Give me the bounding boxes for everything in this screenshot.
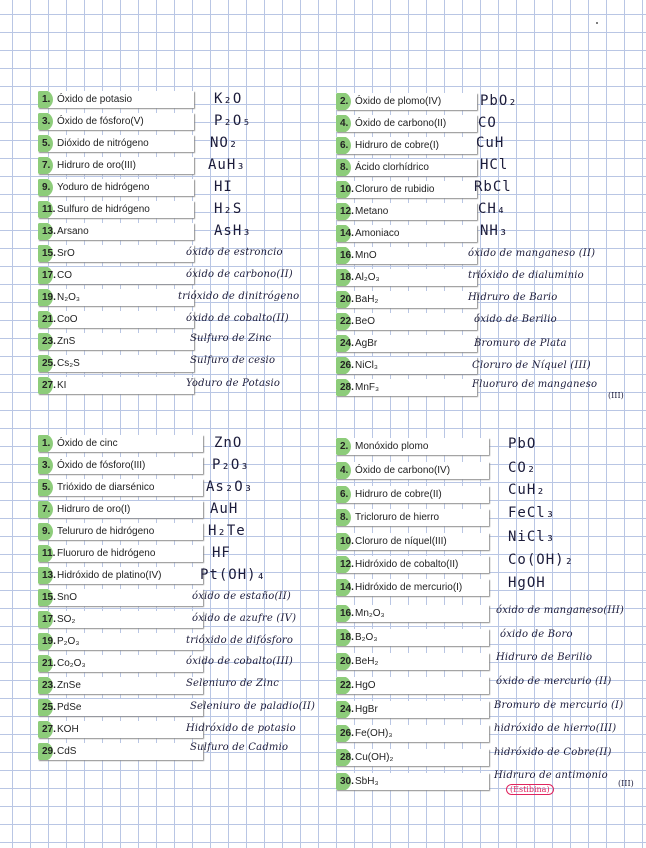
exercise-label: 14. Hidróxido de mercurio(I) [336, 579, 489, 596]
list-item [38, 89, 194, 109]
handwritten-answer: HCl [480, 157, 509, 173]
exercise-label: 21. CoO [38, 311, 194, 328]
handwritten-answer: óxido de mercurio (II) [496, 676, 612, 687]
handwritten-answer: NH₃ [480, 223, 509, 239]
handwritten-answer: H₂Te [208, 523, 246, 539]
handwritten-answer: Seleniuro de paladio(II) [190, 701, 316, 712]
handwritten-answer: P₂O₃ [212, 457, 250, 473]
list-item [38, 741, 203, 761]
list-item [38, 155, 194, 175]
handwritten-answer: Cloruro de Níquel (III) [472, 360, 591, 371]
handwritten-answer: ZnO [214, 435, 243, 451]
list-item [336, 507, 489, 527]
exercise-label: 17. SO₂ [38, 611, 203, 628]
exercise-label: 20. BaH₂ [336, 291, 477, 308]
exercise-label: 1. Óxido de potasio [38, 91, 194, 108]
handwritten-answer: NO₂ [210, 135, 239, 151]
list-item [336, 531, 489, 551]
handwritten-answer: óxido de cobalto(II) [186, 313, 289, 324]
list-item [336, 245, 477, 265]
handwritten-answer: Co(OH)₂ [508, 552, 575, 568]
handwritten-answer: Hidróxido de potasio [186, 723, 296, 734]
exercise-label: 19. N₂O₃ [38, 289, 194, 306]
exercise-label: 28. MnF₃ [336, 379, 477, 396]
list-item [336, 577, 489, 597]
list-item [38, 455, 203, 475]
exercise-label: 9. Yoduro de hidrógeno [38, 179, 194, 196]
list-item [336, 355, 477, 375]
handwritten-answer: K₂O [214, 91, 243, 107]
exercise-label: 18. B₂O₃ [336, 629, 489, 646]
list-item [38, 287, 194, 307]
exercise-label: 28. Cu(OH)₂ [336, 749, 489, 766]
handwritten-answer: Pt(OH)₄ [200, 567, 267, 583]
exercise-label: 16. MnO [336, 247, 477, 264]
handwritten-answer: óxido de estaño(II) [192, 591, 291, 602]
exercise-label: 11. Fluoruro de hidrógeno [38, 545, 203, 562]
exercise-label: 26. Fe(OH)₃ [336, 725, 489, 742]
exercise-label: 5. Trióxido de diarsénico [38, 479, 203, 496]
list-item [38, 697, 203, 717]
exercise-label: 5. Dióxido de nitrógeno [38, 135, 194, 152]
exercise-label: 10. Cloruro de níquel(III) [336, 533, 489, 550]
list-item [38, 433, 203, 453]
handwritten-answer: Fluoruro de manganeso [472, 379, 598, 390]
list-item [38, 221, 194, 241]
list-item [336, 157, 477, 177]
handwritten-answer: CuH₂ [508, 482, 546, 498]
exercise-label: 16. Mn₂O₃ [336, 605, 489, 622]
list-item [38, 111, 194, 131]
exercise-label: 6. Hidruro de cobre(I) [336, 137, 477, 154]
handwritten-answer: PbO₂ [480, 93, 518, 109]
list-item [336, 377, 477, 397]
handwritten-answer: Sulfuro de cesio [190, 355, 276, 366]
handwritten-red-note: (Estibina) [506, 784, 554, 795]
list-item [38, 309, 194, 329]
handwritten-answer: H₂S [214, 201, 243, 217]
list-item [38, 587, 203, 607]
handwritten-answer: hidróxido de hierro(III) [494, 723, 617, 734]
exercise-label: 24. AgBr [336, 335, 477, 352]
list-item [38, 609, 203, 629]
handwritten-answer: FeCl₃ [508, 505, 556, 521]
handwritten-answer: RbCl [474, 179, 512, 195]
list-item [336, 603, 489, 623]
list-item [38, 265, 194, 285]
list-item [336, 436, 489, 456]
handwritten-answer: Hidruro de Berilio [496, 652, 593, 663]
handwritten-answer: Hidruro de antimonio [494, 770, 608, 781]
handwritten-answer: trióxido de dinitrógeno [178, 291, 300, 302]
handwritten-answer: HI [214, 179, 233, 195]
list-item [336, 333, 477, 353]
handwritten-answer: Bromuro de Plata [474, 338, 567, 349]
list-item [336, 289, 477, 309]
handwritten-answer: P₂O₅ [214, 113, 252, 129]
list-item [336, 201, 477, 221]
list-item [336, 771, 489, 791]
exercise-label: 14. Amoniaco [336, 225, 477, 242]
exercise-label: 20. BeH₂ [336, 653, 489, 670]
exercise-label: 19. P₂O₃ [38, 633, 203, 650]
exercise-label: 9. Telururo de hidrógeno [38, 523, 203, 540]
exercise-label: 10. Cloruro de rubidio [336, 181, 477, 198]
exercise-label: 2. Óxido de plomo(IV) [336, 93, 477, 110]
exercise-label: 24. HgBr [336, 701, 489, 718]
exercise-label: 11. Sulfuro de hidrógeno [38, 201, 194, 218]
list-item [38, 177, 194, 197]
list-item [336, 747, 489, 767]
handwritten-answer: óxido de manganeso (II) [468, 248, 596, 259]
list-item [38, 631, 203, 651]
list-item [336, 113, 477, 133]
exercise-label: 27. KI [38, 377, 194, 394]
handwritten-answer: óxido de Boro [500, 629, 573, 640]
list-item [38, 331, 194, 351]
handwritten-answer: óxido de manganeso(III) [496, 605, 624, 616]
list-item [336, 267, 477, 287]
list-item [38, 675, 203, 695]
exercise-label: 6. Hidruro de cobre(II) [336, 486, 489, 503]
list-item [38, 353, 194, 373]
handwritten-answer: hidróxido de Cobre(II) [494, 747, 612, 758]
exercise-label: 22. BeO [336, 313, 477, 330]
exercise-label: 12. Metano [336, 203, 477, 220]
handwritten-answer: Sulfuro de Cadmio [190, 742, 289, 753]
exercise-label: 17. CO [38, 267, 194, 284]
list-item [38, 565, 203, 585]
exercise-label: 30. SbH₃ [336, 773, 489, 790]
exercise-label: 25. Cs₂S [38, 355, 194, 372]
handwritten-answer: Yoduro de Potasio [186, 378, 281, 389]
list-item [336, 484, 489, 504]
handwritten-note: (III) [618, 779, 634, 788]
list-item [38, 543, 203, 563]
exercise-label: 29. CdS [38, 743, 203, 760]
handwritten-answer: CuH [476, 135, 505, 151]
list-item [336, 651, 489, 671]
handwritten-answer: AuH₃ [208, 157, 246, 173]
list-item [336, 179, 477, 199]
exercise-label: 25. PdSe [38, 699, 203, 716]
handwritten-note: (III) [608, 391, 624, 400]
exercise-label: 8. Ácido clorhídrico [336, 159, 477, 176]
list-item [336, 699, 489, 719]
list-item [336, 675, 489, 695]
exercise-label: 12. Hidróxido de cobalto(II) [336, 556, 489, 573]
exercise-label: 15. SnO [38, 589, 203, 606]
exercise-label: 27. KOH [38, 721, 203, 738]
list-item [38, 133, 194, 153]
handwritten-answer: CO [478, 115, 497, 131]
handwritten-answer: AsH₃ [214, 223, 252, 239]
exercise-label: 18. Al₂O₃ [336, 269, 477, 286]
handwritten-answer: NiCl₃ [508, 529, 556, 545]
list-item [38, 719, 203, 739]
handwritten-answer: Seleniuro de Zinc [186, 678, 280, 689]
list-item [336, 460, 489, 480]
handwritten-answer: AuH [210, 501, 239, 517]
exercise-label: 3. Óxido de fósforo(III) [38, 457, 203, 474]
list-item [38, 653, 203, 673]
exercise-label: 26. NiCl₃ [336, 357, 477, 374]
exercise-label: 23. ZnS [38, 333, 194, 350]
handwritten-answer: trióxido de dialuminio [468, 270, 584, 281]
exercise-label: 13. Arsano [38, 223, 194, 240]
exercise-label: 2. Monóxido plomo [336, 438, 489, 455]
exercise-label: 8. Tricloruro de hierro [336, 509, 489, 526]
exercise-label: 13. Hidróxido de platino(IV) [38, 567, 203, 584]
exercise-label: 7. Hidruro de oro(I) [38, 501, 203, 518]
list-item [336, 627, 489, 647]
exercise-label: 23. ZnSe [38, 677, 203, 694]
list-item [38, 199, 194, 219]
handwritten-answer: óxido de Berilio [474, 314, 557, 325]
decorative-dot [596, 22, 598, 24]
list-item [38, 477, 203, 497]
handwritten-answer: CH₄ [478, 201, 507, 217]
handwritten-answer: Bromuro de mercurio (I) [494, 700, 624, 711]
exercise-label: 3. Óxido de fósforo(V) [38, 113, 194, 130]
handwritten-answer: As₂O₃ [206, 479, 254, 495]
list-item [336, 554, 489, 574]
list-item [336, 723, 489, 743]
list-item [336, 135, 477, 155]
exercise-label: 7. Hidruro de oro(III) [38, 157, 194, 174]
handwritten-answer: HF [212, 545, 231, 561]
handwritten-answer: Hidruro de Bario [468, 292, 558, 303]
exercise-label: 4. Óxido de carbono(IV) [336, 462, 489, 479]
handwritten-answer: óxido de cobalto(III) [186, 656, 294, 667]
list-item [336, 91, 477, 111]
exercise-label: 15. SrO [38, 245, 194, 262]
exercise-label: 22. HgO [336, 677, 489, 694]
list-item [38, 499, 203, 519]
handwritten-answer: CO₂ [508, 460, 537, 476]
list-item [336, 311, 477, 331]
handwritten-answer: óxido de carbono(II) [186, 269, 293, 280]
exercise-label: 1. Óxido de cinc [38, 435, 203, 452]
list-item [38, 375, 194, 395]
handwritten-answer: trióxido de difósforo [186, 635, 294, 646]
handwritten-answer: óxido de estroncio [186, 247, 283, 258]
exercise-label: 21. Co₂O₃ [38, 655, 203, 672]
list-item [336, 223, 477, 243]
handwritten-answer: PbO [508, 436, 537, 452]
exercise-label: 4. Óxido de carbono(II) [336, 115, 477, 132]
handwritten-answer: HgOH [508, 575, 546, 591]
list-item [38, 243, 194, 263]
handwritten-answer: óxido de azufre (IV) [192, 613, 297, 624]
handwritten-answer: Sulfuro de Zinc [190, 333, 272, 344]
list-item [38, 521, 203, 541]
